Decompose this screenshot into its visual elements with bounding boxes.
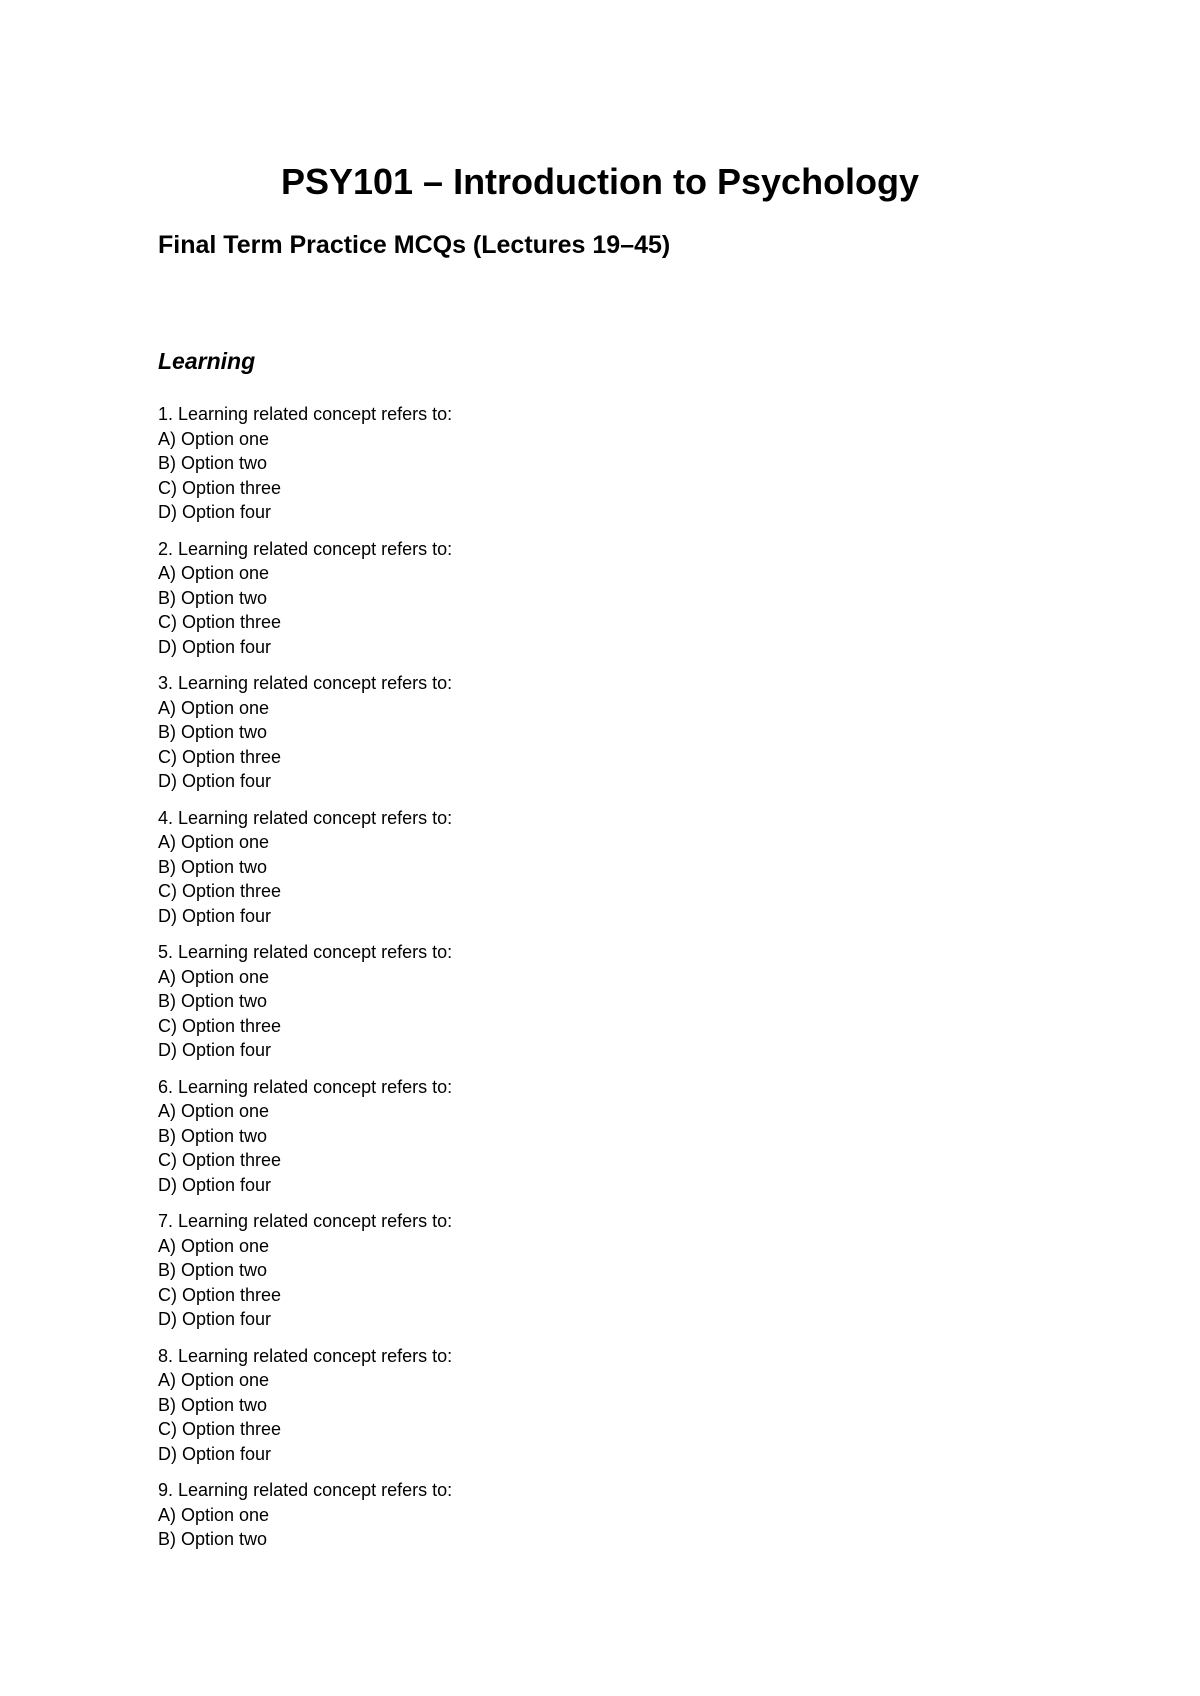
answer-option: B) Option two — [158, 991, 268, 1011]
answer-option: D) Option four — [158, 1443, 272, 1464]
answer-option: B) Option two — [158, 1529, 268, 1549]
question-text: 4. Learning related concept refers to: — [158, 807, 453, 828]
question-text: 9. Learning related concept refers to: — [158, 1480, 453, 1500]
question-item — [158, 402, 1058, 525]
question-item — [158, 806, 1058, 929]
question-text: 2. Learning related concept refers to: — [158, 538, 453, 559]
question-item — [158, 1209, 1058, 1332]
answer-option: B) Option two — [158, 856, 268, 877]
question-item — [158, 537, 1058, 660]
answer-option: C) Option three — [158, 1150, 282, 1170]
question-item — [158, 1344, 1058, 1467]
question-item — [158, 1075, 1058, 1198]
answer-option: C) Option three — [158, 1015, 282, 1036]
answer-option: D) Option four — [158, 905, 272, 926]
question-list — [158, 402, 1058, 1564]
question-item — [158, 671, 1058, 794]
question-text: 5. Learning related concept refers to: — [158, 942, 453, 962]
question-text: 6. Learning related concept refers to: — [158, 1076, 453, 1097]
answer-option: D) Option four — [158, 1040, 272, 1060]
answer-option: B) Option two — [158, 1394, 268, 1415]
answer-option: D) Option four — [158, 502, 272, 522]
answer-option: A) Option one — [158, 697, 270, 718]
page-title: PSY101 – Introduction to Psychology — [280, 161, 920, 202]
answer-option: D) Option four — [158, 636, 272, 657]
answer-option: C) Option three — [158, 881, 282, 901]
answer-option: D) Option four — [158, 1309, 272, 1329]
answer-option: A) Option one — [158, 832, 270, 852]
answer-option: A) Option one — [158, 1370, 270, 1390]
answer-option: B) Option two — [158, 587, 268, 608]
answer-option: C) Option three — [158, 746, 282, 767]
question-text: 3. Learning related concept refers to: — [158, 673, 453, 693]
section-heading-learning: Learning — [158, 348, 256, 374]
answer-option: C) Option three — [158, 1419, 282, 1439]
answer-option: C) Option three — [158, 1284, 282, 1305]
question-text: 8. Learning related concept refers to: — [158, 1345, 453, 1366]
answer-option: D) Option four — [158, 771, 272, 791]
answer-option: A) Option one — [158, 1235, 270, 1256]
answer-option: B) Option two — [158, 722, 268, 742]
answer-option: A) Option one — [158, 1101, 270, 1121]
answer-option: C) Option three — [158, 612, 282, 632]
question-item — [158, 940, 1058, 1063]
answer-option: B) Option two — [158, 453, 268, 473]
answer-option: D) Option four — [158, 1174, 272, 1195]
page-subtitle: Final Term Practice MCQs (Lectures 19–45) — [158, 231, 671, 259]
answer-option: A) Option one — [158, 966, 270, 987]
answer-option: B) Option two — [158, 1260, 268, 1280]
answer-option: A) Option one — [158, 1504, 270, 1525]
answer-option: C) Option three — [158, 477, 282, 498]
answer-option: A) Option one — [158, 428, 270, 449]
answer-option: B) Option two — [158, 1125, 268, 1146]
answer-option: A) Option one — [158, 563, 270, 583]
question-item — [158, 1478, 1058, 1552]
question-text: 1. Learning related concept refers to: — [158, 404, 453, 424]
question-text: 7. Learning related concept refers to: — [158, 1211, 453, 1231]
